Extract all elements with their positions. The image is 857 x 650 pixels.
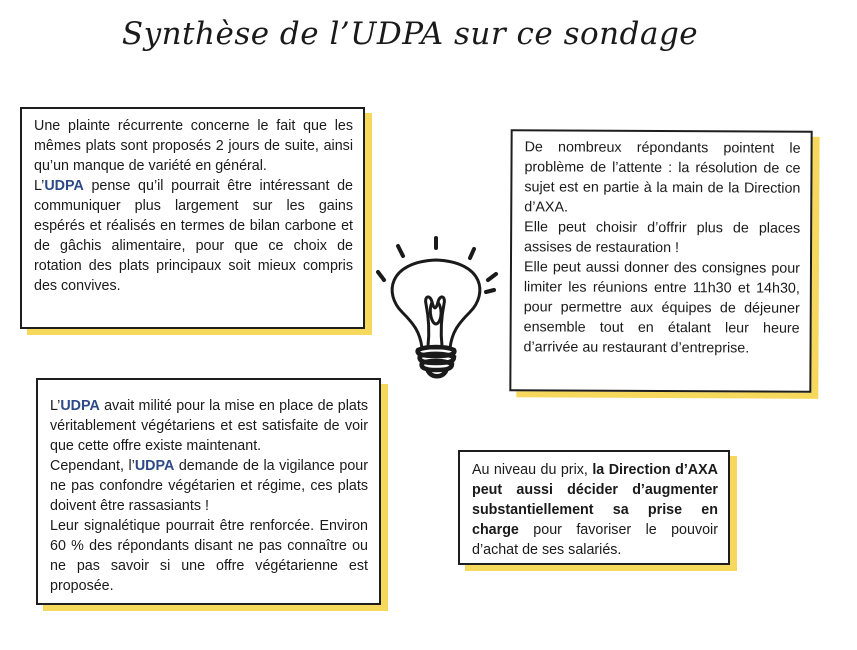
text-segment: pense qu’il pourrait être intéressant de communiquer plus largement sur les gains espérés et réalisés en termes de bilan carbone et de gâchis alimentaire, pour que ce choix de rotation des plats principaux soit mieux compris des convives.: [34, 178, 353, 294]
card-paragraph: Leur signalétique pourrait être renforcée. Environ 60 % des répondants disant ne pas connaître ou ne pas savoir si une offre végétarienne est proposée.: [50, 518, 368, 594]
udpa-highlight: UDPA: [134, 458, 175, 474]
card-paragraph: Elle peut choisir d’offrir plus de places assises de restauration !: [524, 219, 801, 257]
text-segment: avait milité pour la mise en place de plats véritablement végétariens et est satisfaite de voir que cette offre existe maintenant.: [50, 398, 368, 454]
lightbulb-icon: [370, 232, 510, 387]
card-paragraph: [50, 396, 368, 456]
text-segment: demande de la vigilance pour ne pas confondre végétarien et régime, ces plats doivent être rassasiants !: [50, 458, 368, 514]
card-paragraph: [472, 460, 718, 560]
text-segment: pour favoriser le pouvoir d’achat de ses salariés.: [472, 522, 718, 558]
card-paragraph: Une plainte récurrente concerne le fait que les mêmes plats sont proposés 2 jours de suite, ainsi qu’un manque de variété en général.: [34, 118, 353, 174]
udpa-highlight: UDPA: [44, 178, 84, 194]
bold-segment: la Direction d’AXA peut aussi décider d’augmenter substantiellement sa prise en charge: [472, 462, 718, 538]
udpa-highlight: UDPA: [60, 398, 100, 414]
note-card-waiting-time: [509, 129, 812, 393]
text-segment: L’: [50, 398, 61, 414]
card-paragraph: [34, 176, 353, 296]
card-paragraph: Elle peut aussi donner des consignes pour limiter les réunions entre 11h30 et 14h30, pour permettre aux équipes de déjeuner ensemble tout en étalant leur heure d’arrivée au restaurant d’entreprise.: [523, 259, 801, 357]
text-segment: Au niveau du prix,: [472, 462, 593, 478]
text-segment: L’: [34, 178, 45, 194]
card-paragraph: [50, 456, 368, 516]
card-paragraph: De nombreux répondants pointent le problème de l’attente : la résolution de ce sujet est en partie à la main de la Direction d’AXA.: [524, 139, 801, 216]
page-title: Synthèse de l’UDPA sur ce sondage: [121, 16, 699, 52]
note-card-price: [458, 450, 730, 565]
text-segment: Cependant, l’: [50, 458, 135, 474]
note-card-vegetarian: [36, 378, 381, 605]
note-card-menu-rotation: [20, 107, 365, 329]
